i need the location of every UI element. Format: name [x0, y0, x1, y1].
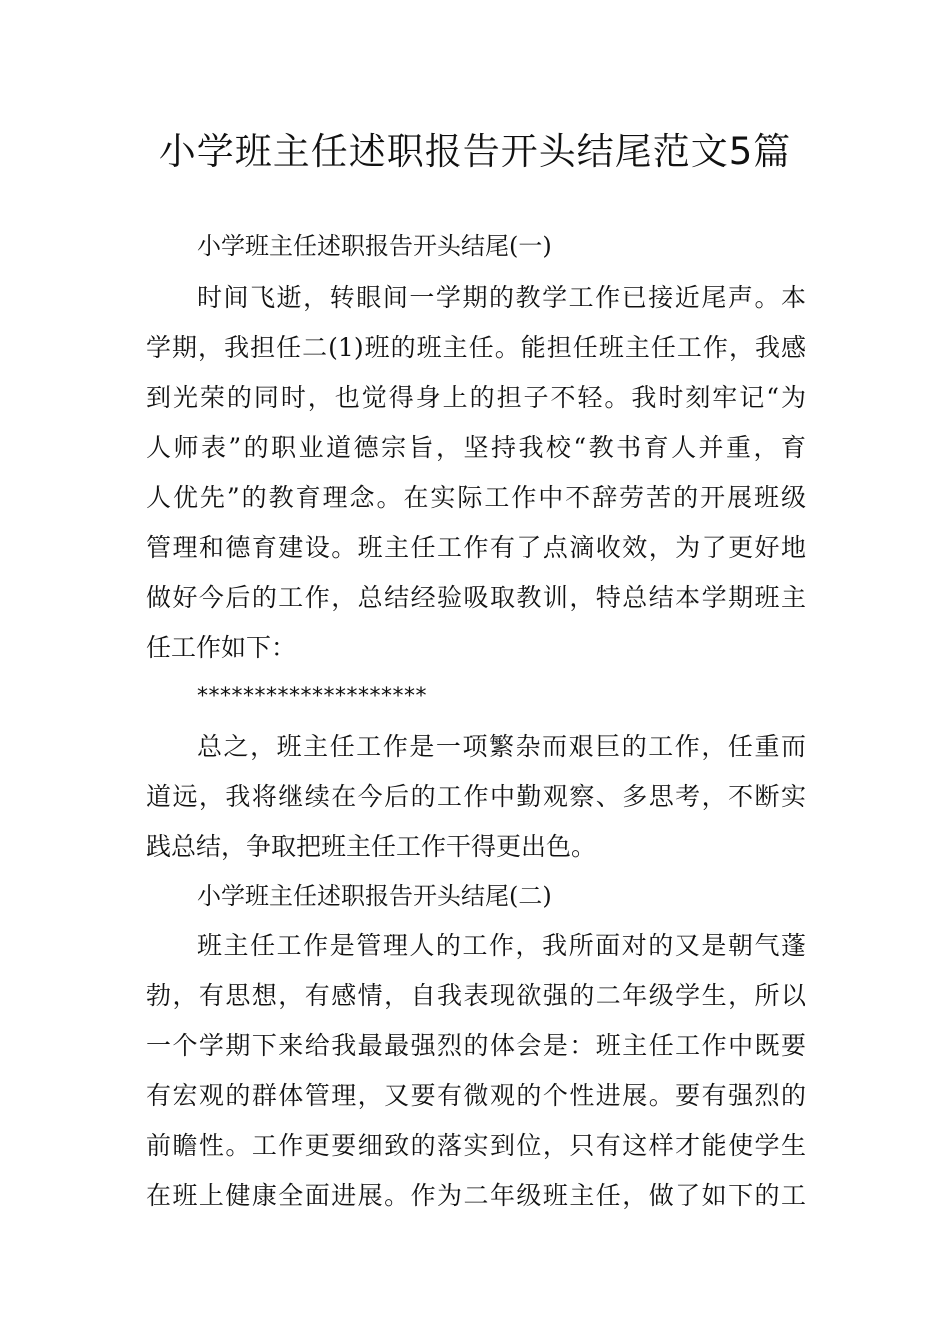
paragraph-line: 人师表”的职业道德宗旨，坚持我校“教书育人并重，育	[146, 433, 806, 462]
paragraph-line: 总之，班主任工作是一项繁杂而艰巨的工作，任重而	[197, 732, 806, 761]
paragraph-line: 人优先”的教育理念。在实际工作中不辞劳苦的开展班级	[146, 483, 806, 512]
paragraph-line: 学期，我担任二(1)班的班主任。能担任班主任工作，我感	[146, 333, 806, 362]
section-heading-1: 小学班主任述职报告开头结尾(一)	[197, 232, 552, 260]
section-heading-2: 小学班主任述职报告开头结尾(二)	[197, 882, 552, 910]
document-title: 小学班主任述职报告开头结尾范文5篇	[158, 130, 792, 173]
paragraph-line: 到光荣的同时，也觉得身上的担子不轻。我时刻牢记“为	[146, 383, 806, 412]
paragraph-line: 践总结，争取把班主任工作干得更出色。	[146, 832, 597, 861]
paragraph-line: 在班上健康全面进展。作为二年级班主任，做了如下的工	[146, 1181, 806, 1210]
section-separator: ********************	[197, 684, 427, 709]
paragraph-line: 时间飞逝，转眼间一学期的教学工作已接近尾声。本	[197, 283, 806, 312]
paragraph-line: 任工作如下：	[146, 633, 297, 662]
paragraph-line: 管理和德育建设。班主任工作有了点滴收效，为了更好地	[146, 533, 806, 562]
paragraph-line: 做好今后的工作，总结经验吸取教训，特总结本学期班主	[146, 583, 806, 612]
paragraph-line: 道远，我将继续在今后的工作中勤观察、多思考，不断实	[146, 782, 806, 811]
paragraph-line: 有宏观的群体管理，又要有微观的个性进展。要有强烈的	[146, 1081, 806, 1110]
paragraph-line: 班主任工作是管理人的工作，我所面对的又是朝气蓬	[197, 931, 806, 960]
paragraph-line: 前瞻性。工作更要细致的落实到位，只有这样才能使学生	[146, 1131, 806, 1160]
paragraph-line: 一个学期下来给我最最强烈的体会是：班主任工作中既要	[146, 1031, 806, 1060]
paragraph-line: 勃，有思想，有感情，自我表现欲强的二年级学生，所以	[146, 981, 806, 1010]
